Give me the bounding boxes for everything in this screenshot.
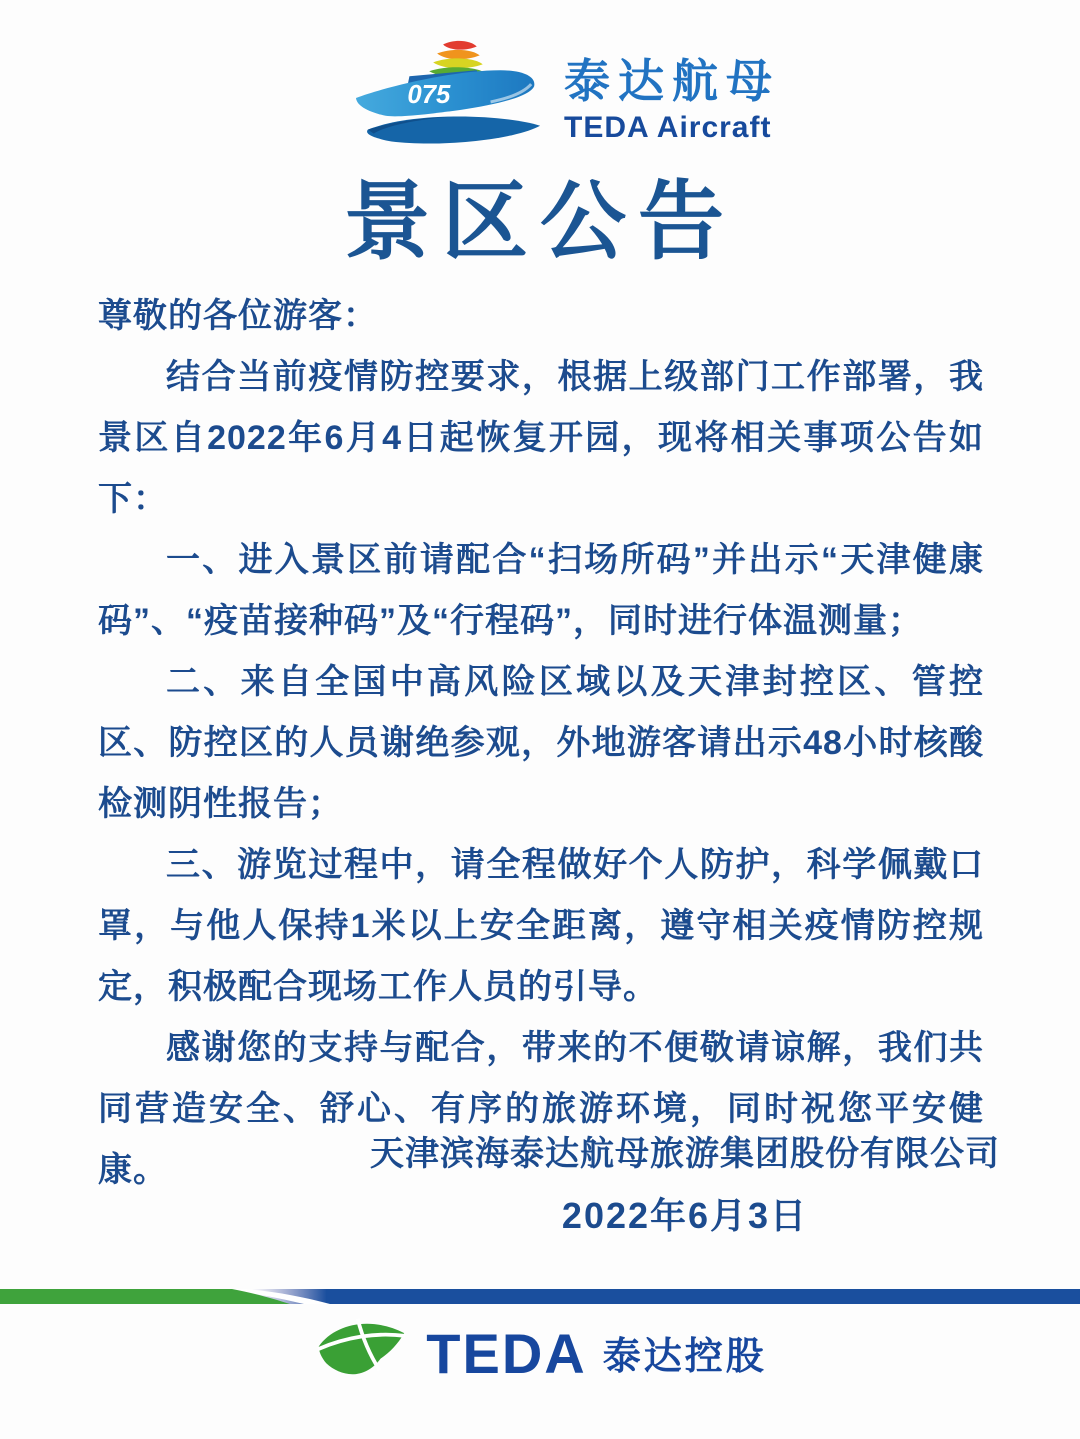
footer-brand-en: TEDA <box>426 1322 587 1385</box>
footer-brand-cn: 泰达控股 <box>602 1336 767 1378</box>
paragraph-item-1: 一、进入景区前请配合“扫场所码”并出示“天津健康码”、“疫苗接种码”及“行程码”，同时进行体温测量； <box>98 541 984 640</box>
paragraph-intro: 结合当前疫情防控要求，根据上级部门工作部署，我景区自2022年6月4日起恢复开园，现将相关事项公告如下： <box>98 358 984 518</box>
ship-number: 075 <box>407 80 451 109</box>
header-logo <box>352 40 780 152</box>
salutation: 尊敬的各位游客： <box>98 297 378 335</box>
footer-stripe-divider <box>0 1289 1080 1305</box>
ship-logo-icon <box>352 40 550 152</box>
footer-brand <box>0 1318 1080 1390</box>
signature-block <box>290 1124 1080 1246</box>
brand-en: TEDA Aircraft <box>564 110 772 144</box>
paragraph-item-3: 三、游览过程中，请全程做好个人防护，科学佩戴口罩，与他人保持1米以上安全距离，遵守相关疫情防控规定，积极配合现场工作人员的引导。 <box>98 846 984 1006</box>
paragraph-item-2: 二、来自全国中高风险区域以及天津封控区、管控区、防控区的人员谢绝参观，外地游客请出示48小时核酸检测阴性报告； <box>98 663 984 823</box>
teda-fan-icon <box>313 1316 410 1390</box>
brand-cn: 泰达航母 <box>564 55 780 107</box>
notice-date: 2022年6月3日 <box>561 1195 809 1236</box>
paragraph-closing: 感谢您的支持与配合，带来的不便敬请谅解，我们共同营造安全、舒心、有序的旅游环境，同时祝您平安健康。 <box>98 1029 984 1189</box>
page-title: 景区公告 <box>344 174 736 270</box>
header-logo-text <box>564 56 780 145</box>
notice-body <box>98 286 984 1201</box>
company-name: 天津滨海泰达航母旅游集团股份有限公司 <box>370 1135 1000 1173</box>
